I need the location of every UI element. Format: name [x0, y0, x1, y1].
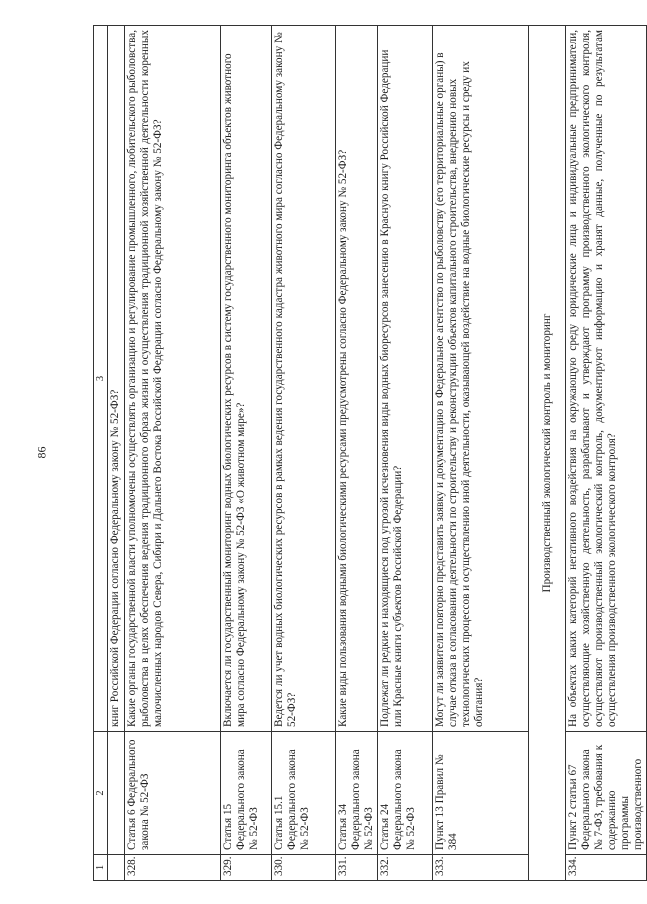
row-question: Могут ли заявители повторно представить заявку и документацию в Федеральное агентство по рыболовству (его территориальные органы) в случае отказа в согласовании деятельности по строительству и реконструкции объектов капитального строительства, внедрению новых технологических процессов и осуществлению иной деятельности, оказывающей воздействие на водные биологические ресурсы и среду их обитания? — [433, 26, 529, 732]
row-reference: Статья 34 Федерального закона № 52-ФЗ — [336, 732, 378, 855]
row-question: Включается ли государственный мониторинг водных биологических ресурсов в систему государственного мониторинга объектов животного мира согласно Федеральному закону № 52-ФЗ «О животном мире»? — [221, 26, 272, 732]
section-row — [529, 26, 566, 881]
continuation-text: книг Российской Федерации согласно Федеральному закону № 52-ФЗ? — [108, 26, 125, 732]
header-col-3: 3 — [94, 26, 108, 732]
header-col-2: 2 — [94, 732, 108, 855]
row-question: На объектах каких категорий негативного воздействия на окружающую среду юридические лица и индивидуальные предприниматели, осуществляющие хозяйственную деятельность, разрабатывают и утверждают программу производственного экологического контроля, осуществляют производственный экологический контроль, документируют информацию и хранят данные, полученные по результатам осуществления производственного экологического контроля? — [566, 26, 647, 732]
page-number: 86 — [34, 446, 49, 459]
row-reference: Пункт 2 статьи 67 Федерального закона № 7-ФЗ, требования к содержанию программы производственного — [566, 732, 647, 855]
table-header-row — [94, 26, 108, 881]
checklist-table — [93, 25, 647, 881]
row-question: Какие органы государственной власти уполномочены осуществлять организацию и регулирование промышленного, любительского рыболовства, рыболовства в целях обеспечения ведения традиционного образа жизни и осуществления традиционной хозяйственной деятельности коренных малочисленных народов Севера, Сибири и Дальнего Востока Российской Федерации согласно Федеральному закону № 52-ФЗ? — [125, 26, 221, 732]
table-row — [566, 26, 647, 881]
row-number: 334. — [566, 855, 647, 881]
table-row — [108, 26, 125, 881]
row-number: 333. — [433, 855, 529, 881]
row-number: 331. — [336, 855, 378, 881]
row-question: Ведется ли учет водных биологических ресурсов в рамках ведения государственного кадастра животного мира согласно Федеральному закону № 52-ФЗ? — [272, 26, 336, 732]
row-reference: Статья 15 Федерального закона № 52-ФЗ — [221, 732, 272, 855]
row-number: 329. — [221, 855, 272, 881]
row-number: 330. — [272, 855, 336, 881]
table-row — [336, 26, 378, 881]
header-col-1: 1 — [94, 855, 108, 881]
row-question: Подлежат ли редкие и находящиеся под угрозой исчезновения виды водных биоресурсов занесению в Красную книгу Российской Федерации или Красные книги субъектов Российской Федерации? — [378, 26, 433, 732]
row-reference: Статья 24 Федерального закона № 52-ФЗ — [378, 732, 433, 855]
row-question: Какие виды пользования водными биологическими ресурсами предусмотрены согласно Федеральному закону № 52-ФЗ? — [336, 26, 378, 732]
row-number: 328. — [125, 855, 221, 881]
section-title: Производственный экологический контроль и мониторинг — [529, 26, 566, 881]
row-reference: Статья 6 Федерального закона № 52-ФЗ — [125, 732, 221, 855]
table-row — [378, 26, 433, 881]
checklist-sheet — [93, 25, 644, 881]
row-number: 332. — [378, 855, 433, 881]
table-row — [433, 26, 529, 881]
table-row — [125, 26, 221, 881]
table-row — [272, 26, 336, 881]
table-row — [221, 26, 272, 881]
row-reference: Статья 15.1 Федерального закона № 52-ФЗ — [272, 732, 336, 855]
row-reference: Пункт 13 Правил № 384 — [433, 732, 529, 855]
